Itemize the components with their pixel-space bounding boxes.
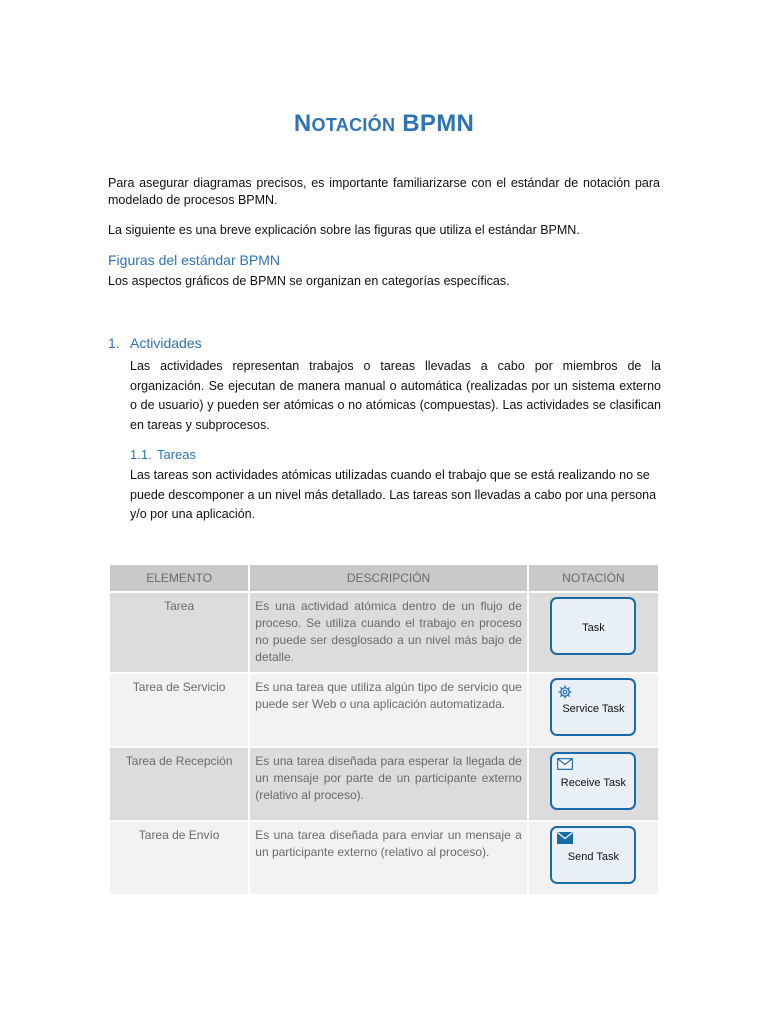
- notation-cell: [529, 822, 658, 894]
- envelope-outline-icon: [557, 758, 573, 776]
- table-row: [110, 822, 658, 894]
- notation-cell: [529, 748, 658, 820]
- table-row: [110, 674, 658, 746]
- column-header: DESCRIPCIÓN: [250, 565, 527, 591]
- receive-task-shape: [550, 752, 636, 810]
- gear-icon: [557, 684, 573, 706]
- notation-cell: [529, 593, 658, 672]
- notation-cell: [529, 674, 658, 746]
- column-header: ELEMENTO: [110, 565, 248, 591]
- description-cell: Es una actividad atómica dentro de un flujo de proceso. Se utiliza cuando el trabajo en proceso no puede ser desglosado a un nivel más bajo de detalle.: [250, 593, 527, 672]
- bpmn-table: [108, 563, 660, 896]
- task-label: Receive Task: [560, 776, 626, 789]
- section-text: Los aspectos gráficos de BPMN se organizan en categorías específicas.: [108, 274, 510, 288]
- column-header: NOTACIÓN: [529, 565, 658, 591]
- envelope-filled-icon: [557, 832, 573, 850]
- element-cell: Tarea: [110, 593, 248, 672]
- description-cell: Es una tarea que utiliza algún tipo de servicio que puede ser Web o una aplicación automatizada.: [250, 674, 527, 746]
- service-task-shape: [550, 678, 636, 736]
- table-row: [110, 748, 658, 820]
- task-label: Send Task: [567, 850, 619, 863]
- page-title: NOTACIÓN BPMN: [293, 110, 475, 137]
- task-label: Service Task: [562, 702, 625, 715]
- table-row: [110, 593, 658, 672]
- subsection-text: Las tareas son actividades atómicas utilizadas cuando el trabajo que se está realizando no se puede descomponer a un nivel más detallado. Las tareas son llevadas a cabo por una persona y/o por una aplicación.: [130, 468, 657, 521]
- table-header-row: [110, 565, 658, 591]
- list-item-number: 1.: [108, 335, 120, 351]
- element-cell: Tarea de Servicio: [110, 674, 248, 746]
- task-label: Task: [582, 621, 605, 634]
- list-item-heading: Actividades: [130, 335, 202, 351]
- element-cell: Tarea de Recepción: [110, 748, 248, 820]
- section-heading: Figuras del estándar BPMN: [108, 252, 280, 268]
- list-item-text: Las actividades representan trabajos o tareas llevadas a cabo por miembros de la organización. Se ejecutan de manera manual o automática (realizadas por un sistema externo o de usuario) y pueden ser atómicas o no atómicas (compuestas). Las actividades se clasifican en tareas y subprocesos.: [130, 359, 661, 432]
- intro-paragraph-1: Para asegurar diagramas precisos, es importante familiarizarse con el estándar de notación para modelado de procesos BPMN.: [108, 176, 660, 207]
- subsection-heading: Tareas: [157, 447, 197, 462]
- subsection-number: 1.1.: [130, 447, 152, 462]
- intro-paragraph-2: La siguiente es una breve explicación sobre las figuras que utiliza el estándar BPMN.: [108, 223, 580, 237]
- element-cell: Tarea de Envío: [110, 822, 248, 894]
- description-cell: Es una tarea diseñada para esperar la llegada de un mensaje por parte de un participante externo (relativo al proceso).: [250, 748, 527, 820]
- send-task-shape: [550, 826, 636, 884]
- description-cell: Es una tarea diseñada para enviar un mensaje a un participante externo (relativo al proceso).: [250, 822, 527, 894]
- task-shape: [550, 597, 636, 655]
